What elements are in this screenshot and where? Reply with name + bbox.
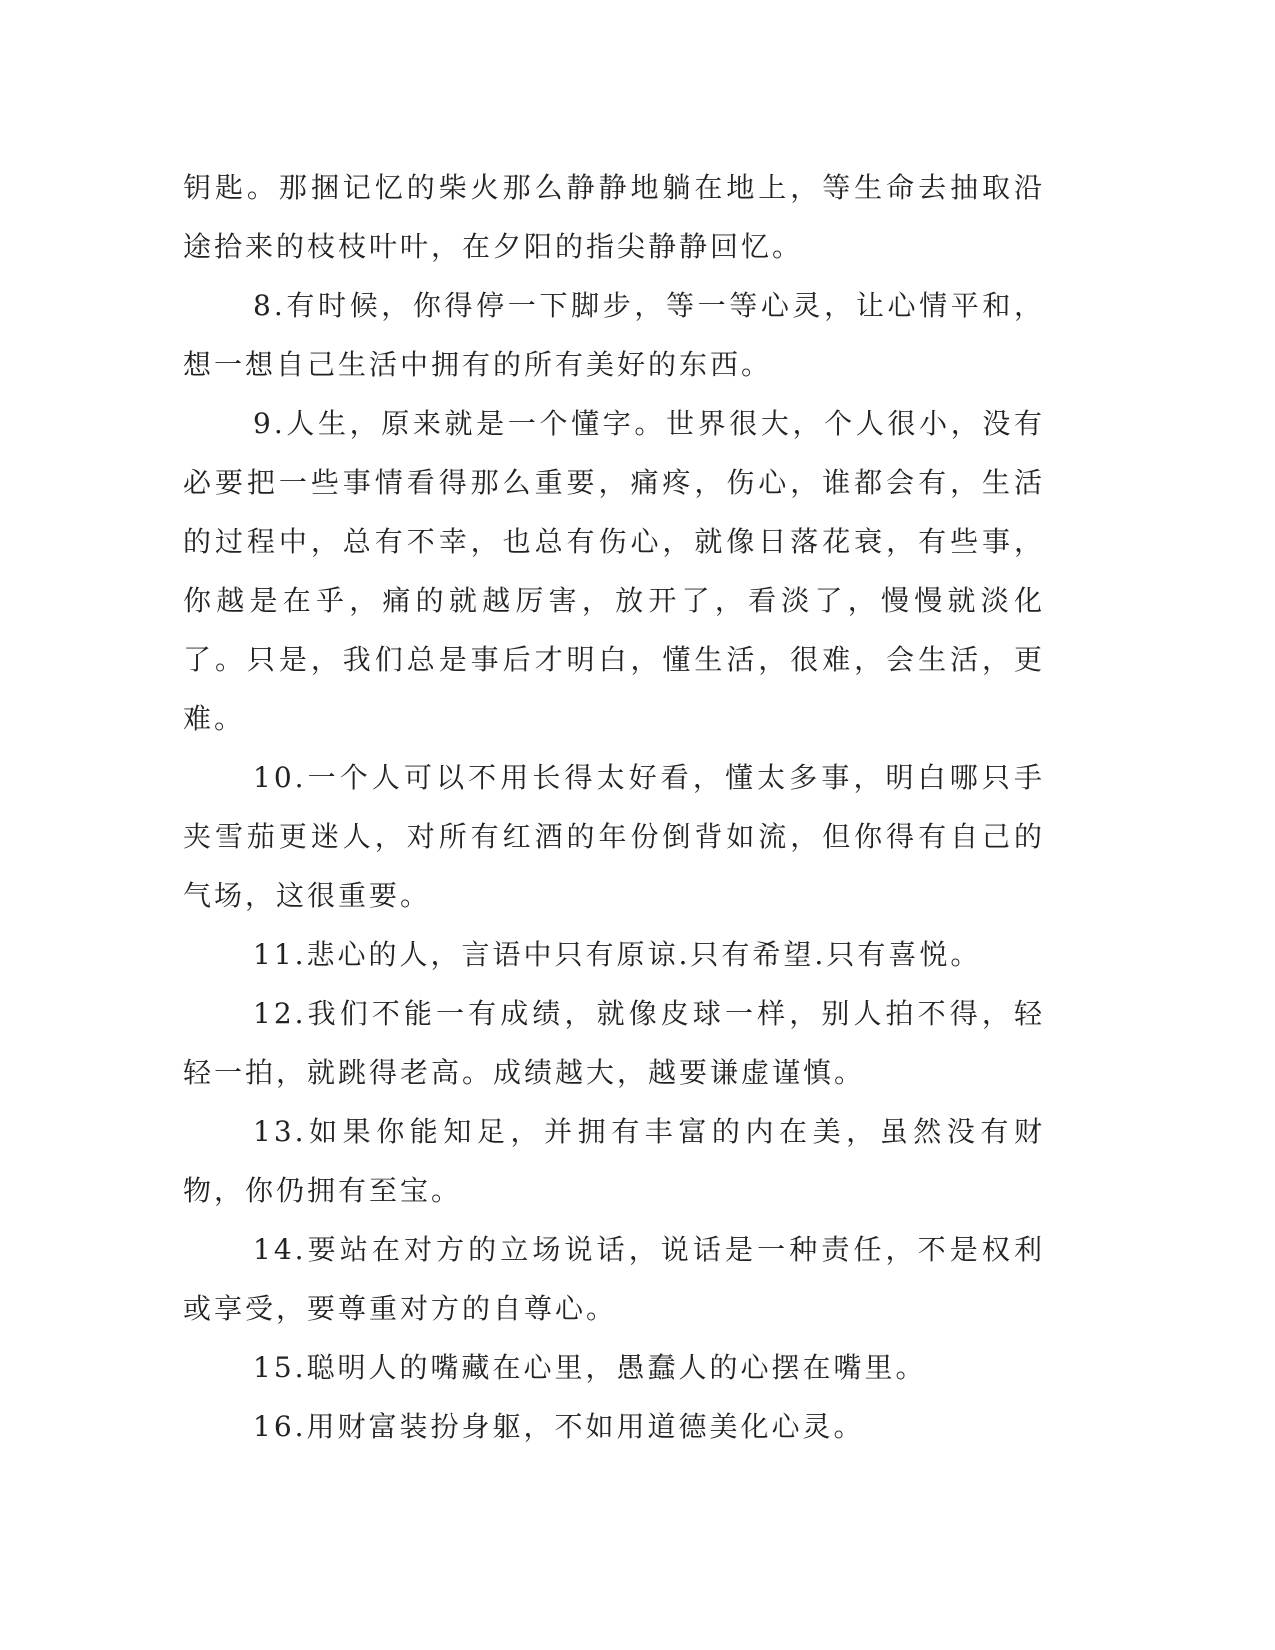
paragraph-item-10: 10.一个人可以不用长得太好看，懂太多事，明白哪只手夹雪茄更迷人，对所有红酒的年份倒背如流，但你得有自己的气场，这很重要。 [183, 761, 1045, 912]
paragraph-continuation: 钥匙。那捆记忆的柴火那么静静地躺在地上，等生命去抽取沿途拾来的枝枝叶叶，在夕阳的指尖静静回忆。 [183, 171, 1045, 263]
paragraph-item-15: 15.聪明人的嘴藏在心里，愚蠢人的心摆在嘴里。 [253, 1351, 927, 1384]
paragraph-item-16: 16.用财富装扮身躯，不如用道德美化心灵。 [253, 1410, 865, 1443]
paragraph-item-12: 12.我们不能一有成绩，就像皮球一样，别人拍不得，轻轻一拍，就跳得老高。成绩越大，越要谦虚谨慎。 [183, 997, 1045, 1089]
paragraph-item-8: 8.有时候，你得停一下脚步，等一等心灵，让心情平和，想一想自己生活中拥有的所有美好的东西。 [183, 289, 1045, 381]
paragraph-item-9: 9.人生，原来就是一个懂字。世界很大，个人很小，没有必要把一些事情看得那么重要，痛疼，伤心，谁都会有，生活的过程中，总有不幸，也总有伤心，就像日落花衰，有些事，你越是在乎，痛的就越厉害，放开了，看淡了，慢慢就淡化了。只是，我们总是事后才明白，懂生活，很难，会生活，更难。 [183, 407, 1045, 735]
paragraph-item-13: 13.如果你能知足，并拥有丰富的内在美，虽然没有财物，你仍拥有至宝。 [183, 1115, 1045, 1207]
document-body [183, 158, 1045, 1456]
paragraph-item-14: 14.要站在对方的立场说话，说话是一种责任，不是权利或享受，要尊重对方的自尊心。 [183, 1233, 1045, 1325]
paragraph-item-11: 11.悲心的人，言语中只有原谅.只有希望.只有喜悦。 [253, 938, 982, 971]
